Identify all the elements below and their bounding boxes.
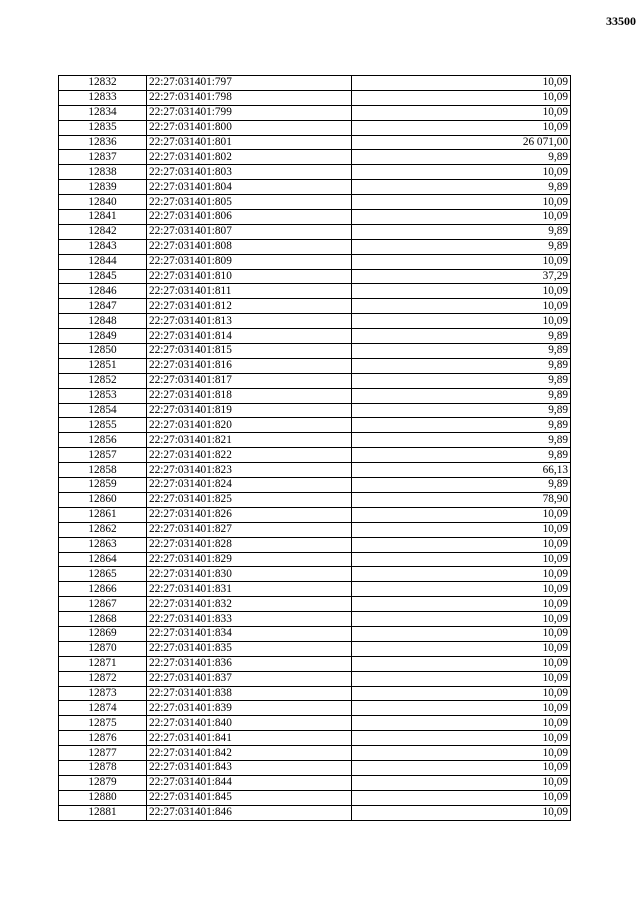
- row-number: 12834: [59, 105, 147, 120]
- area-value: 10,09: [352, 597, 571, 612]
- row-number: 12840: [59, 195, 147, 210]
- row-number: 12836: [59, 135, 147, 150]
- row-number: 12844: [59, 254, 147, 269]
- cadastral-number: 22:27:031401:833: [147, 612, 352, 627]
- area-value: 10,09: [352, 254, 571, 269]
- cadastral-number: 22:27:031401:811: [147, 284, 352, 299]
- table-row: [59, 150, 571, 165]
- area-value: 10,09: [352, 746, 571, 761]
- table-row: [59, 180, 571, 195]
- row-number: 12857: [59, 448, 147, 463]
- table-row: [59, 790, 571, 805]
- cadastral-number: 22:27:031401:824: [147, 478, 352, 493]
- area-value: 10,09: [352, 120, 571, 135]
- row-number: 12837: [59, 150, 147, 165]
- cadastral-number: 22:27:031401:837: [147, 671, 352, 686]
- row-number: 12869: [59, 626, 147, 641]
- cadastral-number: 22:27:031401:822: [147, 448, 352, 463]
- area-value: 10,09: [352, 507, 571, 522]
- area-value: 10,09: [352, 90, 571, 105]
- table-row: [59, 90, 571, 105]
- table-row: [59, 731, 571, 746]
- cadastral-number: 22:27:031401:817: [147, 373, 352, 388]
- cadastral-number: 22:27:031401:818: [147, 388, 352, 403]
- table-row: [59, 641, 571, 656]
- area-value: 10,09: [352, 775, 571, 790]
- area-value: 66,13: [352, 463, 571, 478]
- cadastral-number: 22:27:031401:827: [147, 522, 352, 537]
- area-value: 9,89: [352, 433, 571, 448]
- table-row: [59, 760, 571, 775]
- row-number: 12881: [59, 805, 147, 820]
- table-row: [59, 269, 571, 284]
- cadastral-number: 22:27:031401:832: [147, 597, 352, 612]
- cadastral-number: 22:27:031401:834: [147, 626, 352, 641]
- cadastral-number: 22:27:031401:829: [147, 552, 352, 567]
- row-number: 12870: [59, 641, 147, 656]
- row-number: 12879: [59, 775, 147, 790]
- table-row: [59, 492, 571, 507]
- row-number: 12863: [59, 537, 147, 552]
- area-value: 10,09: [352, 805, 571, 820]
- table-row: [59, 314, 571, 329]
- row-number: 12868: [59, 612, 147, 627]
- table-row: [59, 716, 571, 731]
- row-number: 12860: [59, 492, 147, 507]
- row-number: 12880: [59, 790, 147, 805]
- area-value: 10,09: [352, 790, 571, 805]
- area-value: 10,09: [352, 552, 571, 567]
- cadastral-table: [58, 75, 571, 821]
- cadastral-number: 22:27:031401:816: [147, 358, 352, 373]
- row-number: 12852: [59, 373, 147, 388]
- cadastral-number: 22:27:031401:839: [147, 701, 352, 716]
- area-value: 37,29: [352, 269, 571, 284]
- row-number: 12843: [59, 239, 147, 254]
- area-value: 10,09: [352, 299, 571, 314]
- area-value: 10,09: [352, 686, 571, 701]
- cadastral-number: 22:27:031401:821: [147, 433, 352, 448]
- table-row: [59, 135, 571, 150]
- table-row: [59, 358, 571, 373]
- cadastral-number: 22:27:031401:820: [147, 418, 352, 433]
- cadastral-number: 22:27:031401:836: [147, 656, 352, 671]
- area-value: 10,09: [352, 537, 571, 552]
- table-row: [59, 344, 571, 359]
- area-value: 9,89: [352, 224, 571, 239]
- cadastral-number: 22:27:031401:801: [147, 135, 352, 150]
- row-number: 12865: [59, 567, 147, 582]
- row-number: 12856: [59, 433, 147, 448]
- cadastral-number: 22:27:031401:823: [147, 463, 352, 478]
- cadastral-number: 22:27:031401:802: [147, 150, 352, 165]
- table-row: [59, 671, 571, 686]
- table-row: [59, 165, 571, 180]
- table-row: [59, 373, 571, 388]
- cadastral-number: 22:27:031401:844: [147, 775, 352, 790]
- cadastral-number: 22:27:031401:808: [147, 239, 352, 254]
- table-row: [59, 582, 571, 597]
- area-value: 9,89: [352, 358, 571, 373]
- cadastral-number: 22:27:031401:797: [147, 76, 352, 91]
- cadastral-number: 22:27:031401:841: [147, 731, 352, 746]
- area-value: 10,09: [352, 105, 571, 120]
- row-number: 12866: [59, 582, 147, 597]
- row-number: 12877: [59, 746, 147, 761]
- cadastral-number: 22:27:031401:843: [147, 760, 352, 775]
- table-row: [59, 626, 571, 641]
- area-value: 10,09: [352, 567, 571, 582]
- row-number: 12867: [59, 597, 147, 612]
- area-value: 9,89: [352, 418, 571, 433]
- row-number: 12846: [59, 284, 147, 299]
- table-row: [59, 448, 571, 463]
- table-row: [59, 299, 571, 314]
- area-value: 78,90: [352, 492, 571, 507]
- cadastral-number: 22:27:031401:826: [147, 507, 352, 522]
- row-number: 12859: [59, 478, 147, 493]
- cadastral-number: 22:27:031401:806: [147, 210, 352, 225]
- cadastral-number: 22:27:031401:814: [147, 329, 352, 344]
- row-number: 12875: [59, 716, 147, 731]
- cadastral-number: 22:27:031401:828: [147, 537, 352, 552]
- cadastral-number: 22:27:031401:803: [147, 165, 352, 180]
- row-number: 12873: [59, 686, 147, 701]
- table-row: [59, 746, 571, 761]
- row-number: 12851: [59, 358, 147, 373]
- cadastral-number: 22:27:031401:813: [147, 314, 352, 329]
- area-value: 10,09: [352, 165, 571, 180]
- cadastral-number: 22:27:031401:819: [147, 403, 352, 418]
- area-value: 10,09: [352, 314, 571, 329]
- row-number: 12862: [59, 522, 147, 537]
- table-row: [59, 239, 571, 254]
- table-row: [59, 612, 571, 627]
- row-number: 12864: [59, 552, 147, 567]
- row-number: 12839: [59, 180, 147, 195]
- area-value: 10,09: [352, 76, 571, 91]
- cadastral-number: 22:27:031401:840: [147, 716, 352, 731]
- table-row: [59, 403, 571, 418]
- table-row: [59, 284, 571, 299]
- cadastral-number: 22:27:031401:805: [147, 195, 352, 210]
- row-number: 12835: [59, 120, 147, 135]
- cadastral-number: 22:27:031401:815: [147, 344, 352, 359]
- row-number: 12878: [59, 760, 147, 775]
- row-number: 12871: [59, 656, 147, 671]
- cadastral-number: 22:27:031401:842: [147, 746, 352, 761]
- table-row: [59, 329, 571, 344]
- cadastral-number: 22:27:031401:798: [147, 90, 352, 105]
- area-value: 9,89: [352, 329, 571, 344]
- area-value: 10,09: [352, 671, 571, 686]
- row-number: 12872: [59, 671, 147, 686]
- table-row: [59, 507, 571, 522]
- table-row: [59, 76, 571, 91]
- row-number: 12874: [59, 701, 147, 716]
- row-number: 12848: [59, 314, 147, 329]
- row-number: 12833: [59, 90, 147, 105]
- area-value: 10,09: [352, 284, 571, 299]
- table-row: [59, 120, 571, 135]
- table-row: [59, 105, 571, 120]
- area-value: 10,09: [352, 656, 571, 671]
- table-row: [59, 388, 571, 403]
- area-value: 9,89: [352, 388, 571, 403]
- table-row: [59, 418, 571, 433]
- row-number: 12838: [59, 165, 147, 180]
- area-value: 9,89: [352, 373, 571, 388]
- cadastral-number: 22:27:031401:810: [147, 269, 352, 284]
- table-body: [59, 76, 571, 821]
- cadastral-number: 22:27:031401:845: [147, 790, 352, 805]
- row-number: 12842: [59, 224, 147, 239]
- cadastral-number: 22:27:031401:846: [147, 805, 352, 820]
- table-row: [59, 656, 571, 671]
- area-value: 10,09: [352, 210, 571, 225]
- cadastral-number: 22:27:031401:800: [147, 120, 352, 135]
- row-number: 12850: [59, 344, 147, 359]
- row-number: 12849: [59, 329, 147, 344]
- row-number: 12858: [59, 463, 147, 478]
- table-row: [59, 254, 571, 269]
- cadastral-number: 22:27:031401:809: [147, 254, 352, 269]
- area-value: 9,89: [352, 180, 571, 195]
- table-row: [59, 195, 571, 210]
- cadastral-number: 22:27:031401:807: [147, 224, 352, 239]
- row-number: 12841: [59, 210, 147, 225]
- area-value: 9,89: [352, 150, 571, 165]
- cadastral-number: 22:27:031401:831: [147, 582, 352, 597]
- area-value: 10,09: [352, 731, 571, 746]
- table-row: [59, 552, 571, 567]
- cadastral-number: 22:27:031401:799: [147, 105, 352, 120]
- row-number: 12832: [59, 76, 147, 91]
- area-value: 10,09: [352, 522, 571, 537]
- table-row: [59, 463, 571, 478]
- cadastral-number: 22:27:031401:830: [147, 567, 352, 582]
- area-value: 10,09: [352, 641, 571, 656]
- table-row: [59, 701, 571, 716]
- area-value: 9,89: [352, 239, 571, 254]
- area-value: 9,89: [352, 478, 571, 493]
- row-number: 12861: [59, 507, 147, 522]
- area-value: 10,09: [352, 195, 571, 210]
- row-number: 12854: [59, 403, 147, 418]
- row-number: 12853: [59, 388, 147, 403]
- area-value: 10,09: [352, 760, 571, 775]
- cadastral-number: 22:27:031401:838: [147, 686, 352, 701]
- table-row: [59, 597, 571, 612]
- row-number: 12845: [59, 269, 147, 284]
- page-number: 33500: [606, 14, 636, 28]
- area-value: 10,09: [352, 626, 571, 641]
- table-row: [59, 537, 571, 552]
- area-value: 10,09: [352, 716, 571, 731]
- area-value: 10,09: [352, 582, 571, 597]
- table-row: [59, 522, 571, 537]
- table-row: [59, 224, 571, 239]
- table-row: [59, 567, 571, 582]
- row-number: 12876: [59, 731, 147, 746]
- area-value: 26 071,00: [352, 135, 571, 150]
- table-row: [59, 686, 571, 701]
- cadastral-number: 22:27:031401:804: [147, 180, 352, 195]
- area-value: 9,89: [352, 344, 571, 359]
- cadastral-number: 22:27:031401:812: [147, 299, 352, 314]
- row-number: 12855: [59, 418, 147, 433]
- cadastral-number: 22:27:031401:825: [147, 492, 352, 507]
- table-row: [59, 805, 571, 820]
- table-row: [59, 775, 571, 790]
- table-row: [59, 433, 571, 448]
- table-row: [59, 210, 571, 225]
- area-value: 9,89: [352, 403, 571, 418]
- row-number: 12847: [59, 299, 147, 314]
- area-value: 10,09: [352, 612, 571, 627]
- cadastral-number: 22:27:031401:835: [147, 641, 352, 656]
- area-value: 10,09: [352, 701, 571, 716]
- table-row: [59, 478, 571, 493]
- area-value: 9,89: [352, 448, 571, 463]
